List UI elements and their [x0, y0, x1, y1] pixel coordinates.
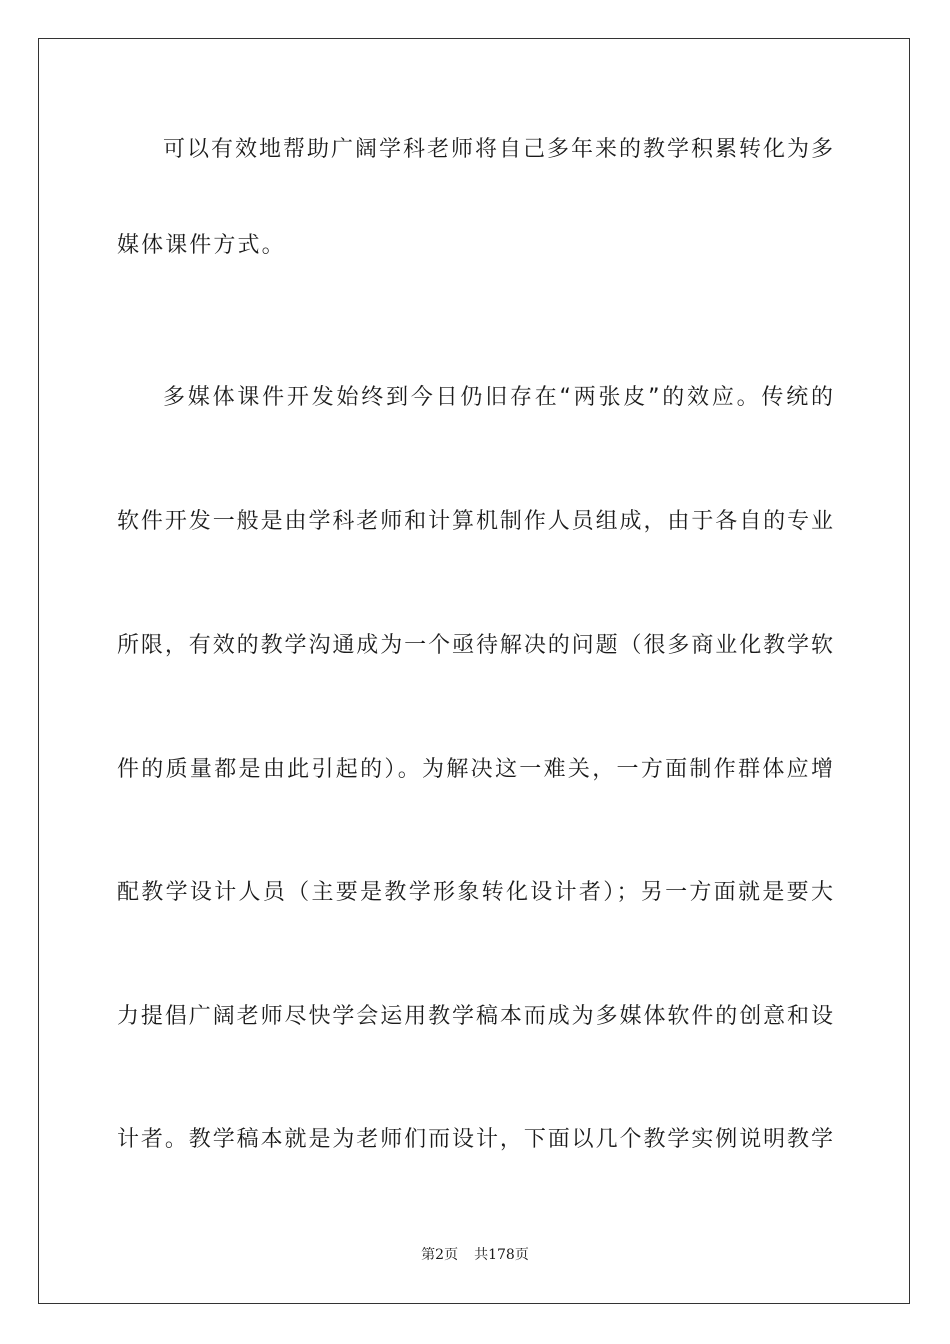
paragraph-line: 软件开发一般是由学科老师和计算机制作人员组成，由于各自的专业 [117, 509, 833, 534]
paragraph-line: 力提倡广阔老师尽快学会运用教学稿本而成为多媒体软件的创意和设 [117, 1004, 833, 1029]
paragraph-line: 配教学设计人员（主要是教学形象转化设计者）；另一方面就是要大 [117, 880, 833, 905]
page-total: 共178页 [474, 1247, 529, 1263]
paragraph-line: 可以有效地帮助广阔学科老师将自己多年来的教学积累转化为多 [163, 137, 833, 162]
paragraph-line: 件的质量都是由此引起的）。为解决这一难关，一方面制作群体应增 [117, 757, 833, 782]
paragraph-line: 多媒体课件开发始终到今日仍旧存在“两张皮”的效应。传统的 [163, 385, 833, 410]
paragraph-line: 媒体课件方式。 [117, 233, 286, 258]
page-number: 第2页 [421, 1247, 459, 1263]
paragraph-line: 计者。教学稿本就是为老师们而设计，下面以几个教学实例说明教学 [117, 1127, 833, 1152]
page-footer [0, 1246, 950, 1264]
paragraph-line: 所限，有效的教学沟通成为一个亟待解决的问题（很多商业化教学软 [117, 633, 833, 658]
page-border [38, 38, 910, 1304]
